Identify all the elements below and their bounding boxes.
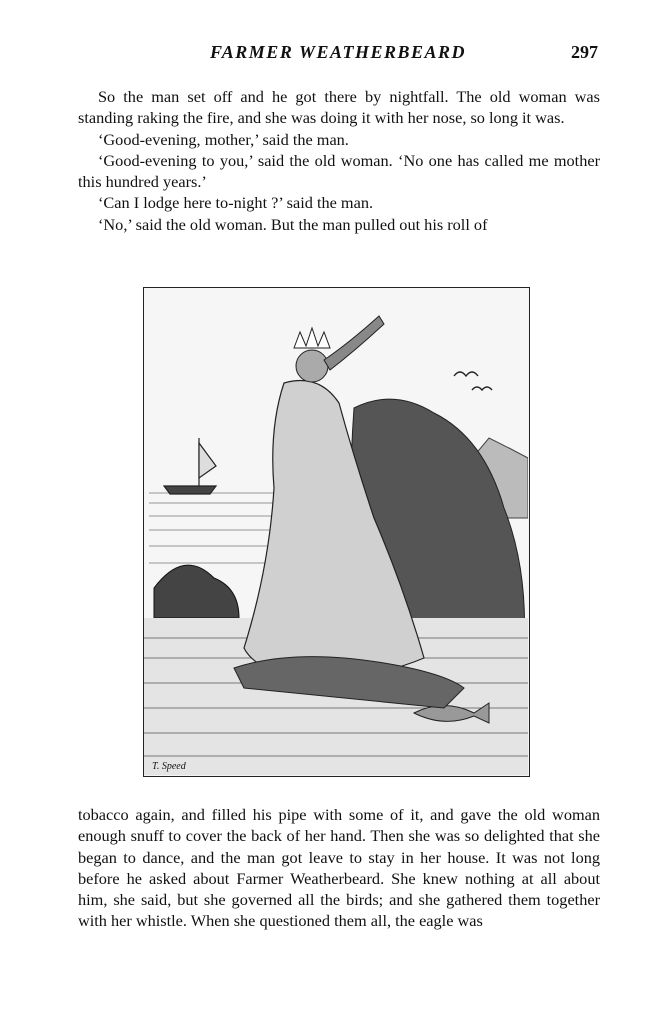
page-header [78,42,598,68]
bottom-text-block [78,804,600,932]
running-title: FARMER WEATHERBEARD [209,42,467,62]
top-text-block [78,86,600,235]
paragraph: So the man set off and he got there by nightfall. The old woman was standing raking the fire, and she was doing it with her nose, so long it was. [78,87,600,128]
engraving-drawing [144,288,528,775]
page-number: 297 [571,42,598,62]
paragraph: tobacco again, and filled his pipe with some of it, and gave the old woman enough snuff to cover the back of her hand. Then she was so delighted that she began to dance, and the man got leave to stay in her house. It was not long before he asked about Farmer Weatherbeard. She knew nothing at all about him, she said, but she governed all the birds; and she gathered them together with her whistle. When she questioned them all, the eagle was [78,805,600,931]
paragraph: ‘Good-evening, mother,’ said the man. [98,129,349,149]
paragraph: ‘No,’ said the old woman. But the man pulled out his roll of [98,214,488,234]
engraving-illustration [143,287,530,777]
artist-signature: T. Speed [152,761,186,772]
paragraph: ‘Can I lodge here to-night ?’ said the man. [98,193,374,213]
paragraph: ‘Good-evening to you,’ said the old woman. ‘No one has called me mother this hundred years.’ [78,150,600,192]
